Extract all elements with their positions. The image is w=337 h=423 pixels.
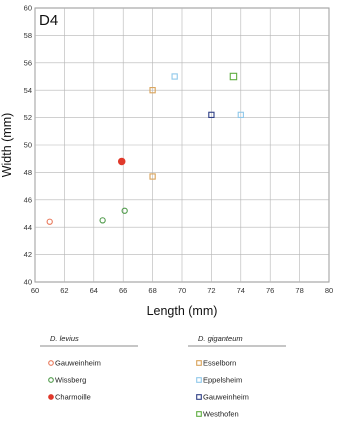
x-tick-label: 78	[295, 286, 304, 295]
x-tick-label: 72	[207, 286, 216, 295]
legend-item-label: Westhofen	[203, 409, 239, 419]
legend-item-label: Gauweinheim	[203, 392, 249, 402]
y-tick-label: 58	[23, 31, 32, 40]
x-tick-label: 74	[236, 286, 245, 295]
legend-marker	[197, 378, 202, 383]
y-tick-label: 46	[23, 195, 32, 205]
legend-item-label: Wissberg	[55, 375, 87, 385]
y-tick-label: 48	[23, 168, 32, 177]
legend-marker	[49, 395, 54, 400]
legend	[40, 334, 286, 419]
x-tick-label: 80	[324, 286, 334, 295]
x-tick-label: 66	[119, 286, 128, 295]
y-tick-label: 44	[23, 222, 32, 232]
legend-marker	[197, 361, 202, 366]
x-tick-label: 70	[177, 286, 187, 295]
legend-marker	[49, 361, 54, 366]
y-tick-label: 40	[23, 277, 32, 287]
y-tick-label: 50	[23, 140, 32, 150]
data-point	[119, 158, 125, 164]
y-tick-label: 60	[23, 3, 32, 13]
legend-marker	[197, 412, 202, 417]
x-tick-labels	[31, 286, 333, 295]
legend-marker	[197, 395, 202, 400]
y-tick-label: 42	[23, 250, 32, 260]
legend-marker	[49, 378, 54, 383]
x-tick-label: 60	[30, 286, 40, 295]
legend-item-label: Gauweinheim	[55, 358, 101, 368]
legend-item-label: Charmoille	[55, 392, 91, 402]
x-tick-label: 62	[60, 286, 69, 295]
panel-label: D4	[39, 12, 59, 29]
y-tick-label: 52	[23, 113, 32, 123]
x-axis-title: Length (mm)	[146, 304, 218, 318]
x-tick-label: 68	[148, 286, 157, 295]
legend-group-title: D. levius	[50, 334, 79, 343]
legend-item-label: Eppelsheim	[203, 375, 243, 385]
x-tick-label: 76	[266, 286, 275, 295]
y-tick-label: 54	[23, 85, 32, 95]
legend-item-label: Esselborn	[203, 358, 237, 368]
y-tick-label: 56	[23, 58, 32, 68]
x-tick-label: 64	[89, 286, 98, 295]
y-tick-labels	[24, 4, 32, 287]
legend-group-title: D. giganteum	[198, 334, 243, 343]
y-axis-title: Width (mm)	[0, 112, 14, 178]
